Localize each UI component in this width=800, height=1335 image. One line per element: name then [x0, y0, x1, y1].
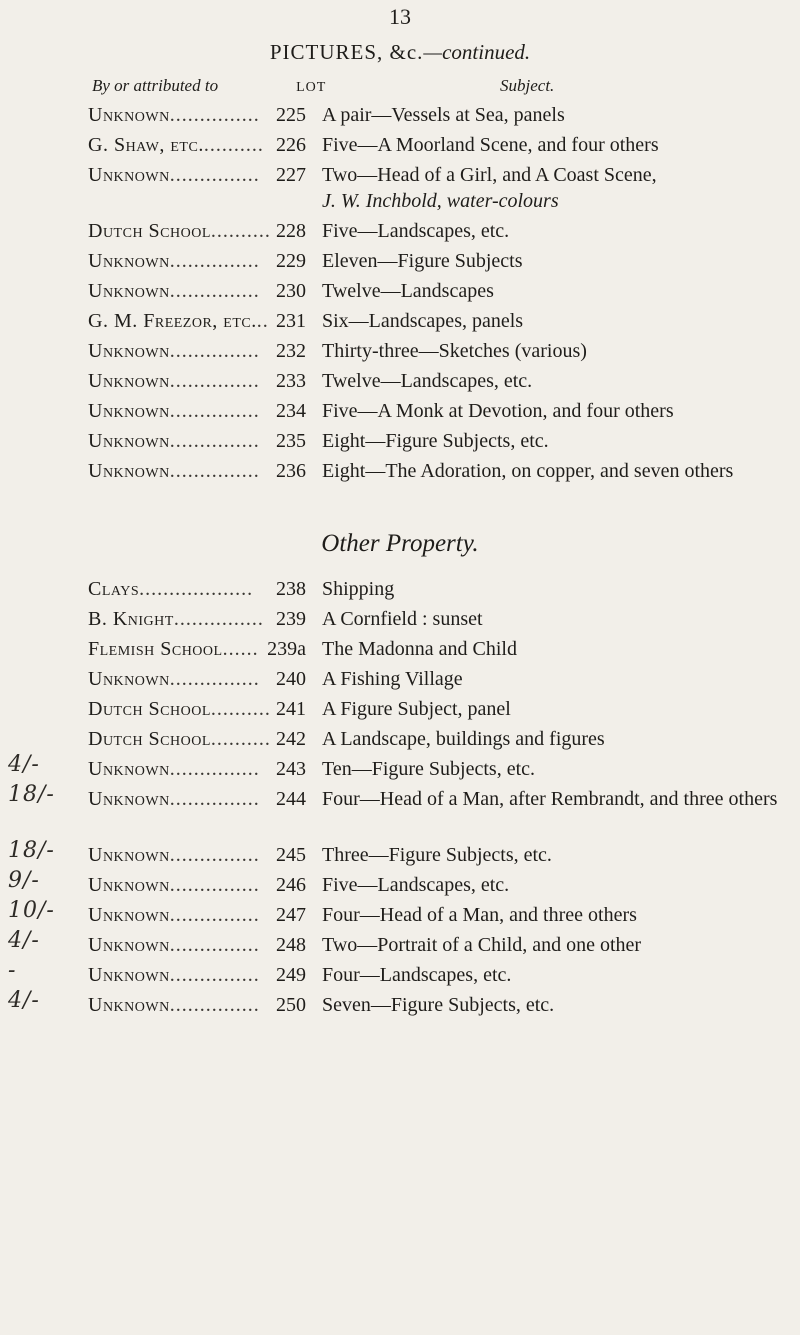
lot-number: 231 [276, 310, 306, 332]
artist-name: Unknown [88, 668, 170, 690]
artist-name: Unknown [88, 460, 170, 482]
lot-row [0, 990, 800, 1020]
lot-artist [88, 366, 260, 396]
lot-row [0, 246, 800, 276]
handwritten-price: 4/- [8, 752, 40, 777]
column-header-subject: Subject. [500, 76, 555, 95]
leader-dots: ............... [169, 904, 260, 926]
lot-subject [322, 666, 792, 692]
lot-subject [322, 428, 792, 454]
subject-text: Four—Head of a Man, and three others [322, 904, 637, 926]
lot-number: 240 [276, 668, 306, 690]
lot-number: 233 [276, 370, 306, 392]
lot-number: 250 [276, 994, 306, 1016]
lot-number: 236 [276, 460, 306, 482]
lot-artist [88, 604, 264, 634]
handwritten-price: 9/- [8, 868, 40, 893]
lot-subject [322, 218, 792, 244]
lot-row [0, 130, 800, 160]
lot-artist [88, 840, 260, 870]
handwritten-price: 4/- [8, 928, 40, 953]
lot-artist [88, 306, 269, 336]
lot-row [0, 426, 800, 456]
lot-artist [88, 664, 260, 694]
leader-dots: ............... [169, 104, 260, 126]
subject-text: Seven—Figure Subjects, etc. [322, 994, 555, 1016]
lot-number: 243 [276, 758, 306, 780]
lot-artist [88, 694, 271, 724]
lot-row [0, 160, 800, 216]
lot-row [0, 366, 800, 396]
subject-text: Ten—Figure Subjects, etc. [322, 758, 535, 780]
page-number: 13 [389, 4, 411, 29]
leader-dots: ............... [169, 964, 260, 986]
lot-subject [322, 102, 792, 128]
artist-name: Unknown [88, 400, 170, 422]
lot-subject [322, 162, 792, 214]
subject-text: Eight—The Adoration, on copper, and seven others [322, 460, 734, 482]
lot-subject [322, 902, 792, 928]
lot-list [0, 100, 800, 1020]
subject-text: Four—Head of a Man, after Rembrandt, and three others [322, 788, 778, 810]
lot-number: 230 [276, 280, 306, 302]
lot-subject [322, 308, 792, 334]
subject-text: Four—Landscapes, etc. [322, 964, 512, 986]
subject-text: Eleven—Figure Subjects [322, 250, 523, 272]
artist-name: Unknown [88, 164, 170, 186]
column-header-artist [92, 76, 326, 96]
artist-name: Dutch School [88, 728, 211, 750]
lot-artist [88, 724, 271, 754]
lot-artist [88, 130, 264, 160]
lot-row [0, 276, 800, 306]
leader-dots: ............... [169, 874, 260, 896]
artist-name: Unknown [88, 250, 170, 272]
handwritten-price: 18/- [8, 838, 55, 863]
lot-artist [88, 990, 260, 1020]
artist-name: Unknown [88, 874, 170, 896]
handwritten-price: 4/- [8, 988, 40, 1013]
leader-dots: ............... [169, 460, 260, 482]
lot-subject [322, 992, 792, 1018]
lot-number: 239 [276, 608, 306, 630]
leader-dots: ............... [169, 400, 260, 422]
subject-text: Three—Figure Subjects, etc. [322, 844, 552, 866]
lot-artist [88, 456, 260, 486]
lot-row [0, 396, 800, 426]
artist-name: Unknown [88, 994, 170, 1016]
leader-dots: .......... [210, 728, 271, 750]
leader-dots: .......... [210, 698, 271, 720]
lot-row [0, 634, 800, 664]
lot-number: 249 [276, 964, 306, 986]
lot-number: 244 [276, 788, 306, 810]
lot-subject [322, 786, 792, 812]
leader-dots: ...... [222, 638, 259, 660]
subject-text: A Landscape, buildings and figures [322, 728, 605, 750]
lot-row [0, 456, 800, 512]
subject-text: Thirty-three—Sketches (various) [322, 340, 587, 362]
subject-text: A Figure Subject, panel [322, 698, 511, 720]
lot-row [0, 574, 800, 604]
artist-name: Dutch School [88, 220, 211, 242]
subject-text: Five—Landscapes, etc. [322, 874, 510, 896]
leader-dots: ............... [169, 668, 260, 690]
lot-row [0, 664, 800, 694]
leader-dots: ............... [169, 340, 260, 362]
lot-row [0, 306, 800, 336]
lot-row [0, 930, 800, 960]
leader-dots: ............... [169, 370, 260, 392]
lot-number: 246 [276, 874, 306, 896]
leader-dots: ............... [169, 934, 260, 956]
subject-text: Five—Landscapes, etc. [322, 220, 510, 242]
lot-subject [322, 606, 792, 632]
leader-dots: ............... [169, 280, 260, 302]
lot-artist [88, 246, 260, 276]
lot-artist [88, 100, 260, 130]
subject-text: The Madonna and Child [322, 638, 517, 660]
artist-name: Dutch School [88, 698, 211, 720]
subject-text: Twelve—Landscapes [322, 280, 494, 302]
lot-number: 229 [276, 250, 306, 272]
lot-artist [88, 634, 259, 664]
leader-dots: ............... [169, 250, 260, 272]
lot-number: 242 [276, 728, 306, 750]
lot-number: 241 [276, 698, 306, 720]
lot-artist [88, 784, 260, 814]
lot-subject [322, 576, 792, 602]
lot-artist [88, 960, 260, 990]
lot-row [0, 840, 800, 870]
lot-row [0, 724, 800, 754]
lot-number: 234 [276, 400, 306, 422]
artist-name: Flemish School [88, 638, 223, 660]
lot-subject [322, 962, 792, 988]
lot-subject [322, 756, 792, 782]
lot-subject [322, 398, 792, 424]
handwritten-price: 18/- [8, 782, 55, 807]
lot-subject [322, 368, 792, 394]
lot-artist [88, 276, 260, 306]
lot-subject [322, 338, 792, 364]
lot-subject [322, 278, 792, 304]
subject-text: Shipping [322, 578, 395, 600]
artist-name: G. Shaw, etc. [88, 134, 204, 156]
leader-dots: .......... [210, 220, 271, 242]
artist-header-label: By or attributed to [92, 76, 219, 95]
lot-artist [88, 574, 254, 604]
subject-text: Two—Head of a Girl, and A Coast Scene, [322, 164, 657, 186]
section-heading [0, 512, 800, 574]
lot-artist [88, 216, 271, 246]
leader-dots: ................... [139, 578, 254, 600]
lot-subject [322, 726, 792, 752]
lot-number: 228 [276, 220, 306, 242]
lot-artist [88, 426, 260, 456]
subject-text: A Fishing Village [322, 668, 463, 690]
running-head [0, 40, 800, 65]
lot-artist [88, 930, 260, 960]
artist-name: Unknown [88, 904, 170, 926]
lot-row [0, 870, 800, 900]
artist-name: Unknown [88, 844, 170, 866]
leader-dots: .......... [203, 134, 264, 156]
handwritten-price: - [8, 958, 17, 983]
lot-number: 226 [276, 134, 306, 156]
lot-artist [88, 160, 260, 190]
lot-subject [322, 842, 792, 868]
subject-text: A Cornfield : sunset [322, 608, 483, 630]
leader-dots: ............... [169, 994, 260, 1016]
leader-dots: ............... [169, 844, 260, 866]
artist-name: G. M. Freezor, etc. [88, 310, 257, 332]
lot-subject [322, 932, 792, 958]
section-title: Other Property. [321, 530, 479, 557]
lot-subject [322, 696, 792, 722]
subject-text: Two—Portrait of a Child, and one other [322, 934, 642, 956]
lot-number: 248 [276, 934, 306, 956]
subject-text: Five—A Moorland Scene, and four others [322, 134, 659, 156]
lot-row [0, 694, 800, 724]
lot-row [0, 960, 800, 990]
lot-row [0, 900, 800, 930]
lot-row [0, 754, 800, 784]
lot-artist [88, 870, 260, 900]
artist-name: Unknown [88, 280, 170, 302]
artist-name: Unknown [88, 340, 170, 362]
lot-number: 235 [276, 430, 306, 452]
lot-subject [322, 458, 792, 484]
artist-name: Unknown [88, 104, 170, 126]
lot-number: 238 [276, 578, 306, 600]
handwritten-price: 10/- [8, 898, 55, 923]
lot-header-label: LOT [296, 80, 327, 95]
artist-name: Unknown [88, 370, 170, 392]
artist-name: Unknown [88, 758, 170, 780]
lot-number: 247 [276, 904, 306, 926]
lot-artist [88, 900, 260, 930]
subject-text: A pair—Vessels at Sea, panels [322, 104, 565, 126]
artist-name: Clays [88, 578, 140, 600]
lot-subject [322, 636, 792, 662]
leader-dots: ............... [169, 430, 260, 452]
lot-number: 245 [276, 844, 306, 866]
running-head-continued: —continued. [423, 40, 531, 64]
subject-text: Five—A Monk at Devotion, and four others [322, 400, 674, 422]
lot-row [0, 604, 800, 634]
artist-name: Unknown [88, 934, 170, 956]
lot-row [0, 216, 800, 246]
leader-dots: ............... [169, 758, 260, 780]
artist-name: Unknown [88, 964, 170, 986]
leader-dots: .. [256, 310, 269, 332]
lot-artist [88, 396, 260, 426]
lot-number: 227 [276, 164, 306, 186]
artist-name: B. Knight [88, 608, 174, 630]
leader-dots: ............... [173, 608, 264, 630]
subject-attribution: J. W. Inchbold, water-colours [322, 190, 559, 212]
lot-number: 232 [276, 340, 306, 362]
artist-name: Unknown [88, 788, 170, 810]
subject-text: Eight—Figure Subjects, etc. [322, 430, 549, 452]
lot-artist [88, 754, 260, 784]
running-head-title: PICTURES, &c. [269, 40, 424, 64]
leader-dots: ............... [169, 164, 260, 186]
lot-row [0, 784, 800, 840]
lot-subject [322, 248, 792, 274]
lot-row [0, 336, 800, 366]
lot-number: 225 [276, 104, 306, 126]
lot-subject [322, 132, 792, 158]
lot-row [0, 100, 800, 130]
subject-text: Twelve—Landscapes, etc. [322, 370, 533, 392]
subject-text: Six—Landscapes, panels [322, 310, 524, 332]
lot-artist [88, 336, 260, 366]
artist-name: Unknown [88, 430, 170, 452]
lot-number: 239a [267, 638, 306, 660]
leader-dots: ............... [169, 788, 260, 810]
lot-subject [322, 872, 792, 898]
